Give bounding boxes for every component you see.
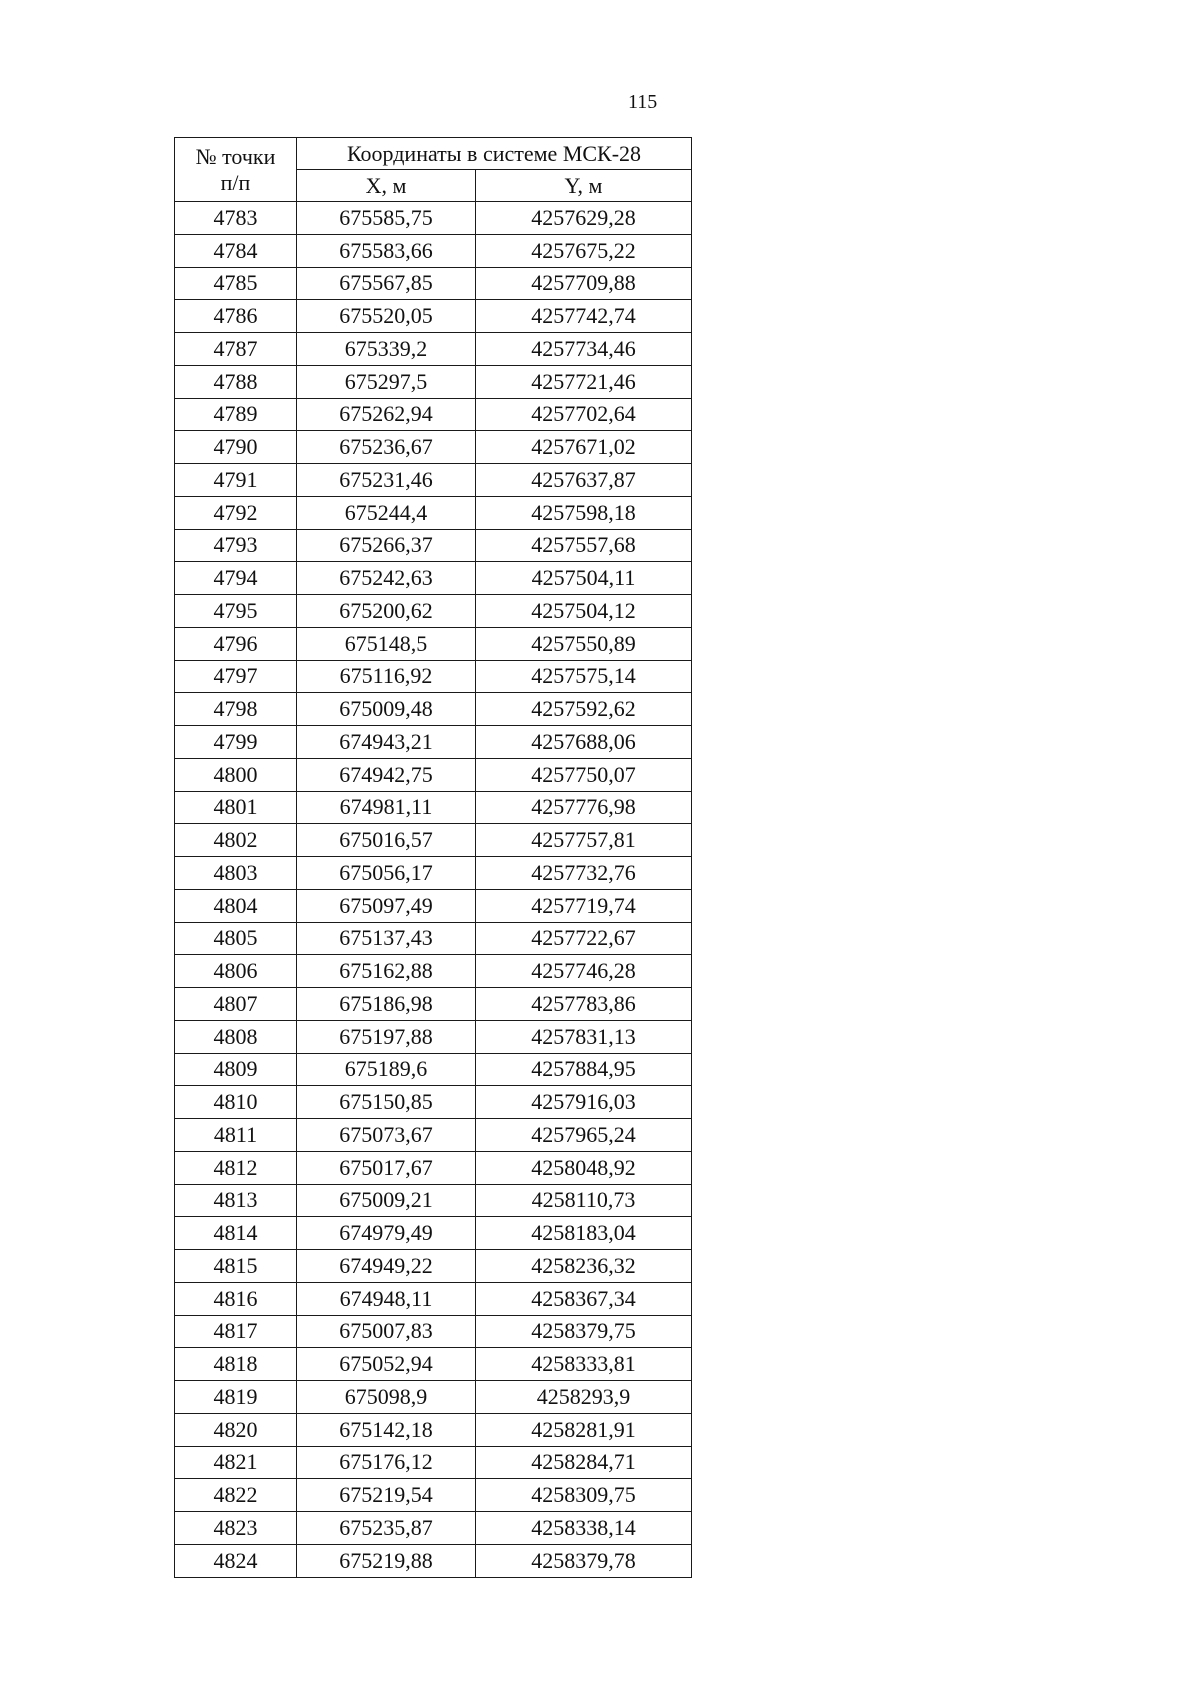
x-coordinate-cell: 675150,85 bbox=[297, 1086, 476, 1119]
point-number-cell: 4785 bbox=[175, 267, 297, 300]
x-coordinate-cell: 675297,5 bbox=[297, 365, 476, 398]
x-coordinate-cell: 675007,83 bbox=[297, 1315, 476, 1348]
table-row bbox=[175, 1217, 692, 1250]
x-coordinate-cell: 674981,11 bbox=[297, 791, 476, 824]
point-number-cell: 4820 bbox=[175, 1413, 297, 1446]
y-coordinate-cell: 4258367,34 bbox=[476, 1282, 692, 1315]
table-header bbox=[175, 138, 692, 202]
table-row bbox=[175, 660, 692, 693]
y-coordinate-cell: 4257598,18 bbox=[476, 496, 692, 529]
table-row bbox=[175, 922, 692, 955]
point-number-cell: 4796 bbox=[175, 627, 297, 660]
x-coordinate-cell: 675052,94 bbox=[297, 1348, 476, 1381]
point-number-header bbox=[175, 138, 297, 202]
table-row bbox=[175, 202, 692, 235]
x-coordinate-cell: 675116,92 bbox=[297, 660, 476, 693]
x-coordinate-cell: 675017,67 bbox=[297, 1151, 476, 1184]
point-number-cell: 4817 bbox=[175, 1315, 297, 1348]
y-coordinate-cell: 4257550,89 bbox=[476, 627, 692, 660]
table-row bbox=[175, 693, 692, 726]
x-coordinate-cell: 675520,05 bbox=[297, 300, 476, 333]
y-coordinate-cell: 4258236,32 bbox=[476, 1250, 692, 1283]
y-coordinate-cell: 4257750,07 bbox=[476, 758, 692, 791]
point-number-cell: 4802 bbox=[175, 824, 297, 857]
y-coordinate-cell: 4257965,24 bbox=[476, 1119, 692, 1152]
x-coordinate-cell: 675142,18 bbox=[297, 1413, 476, 1446]
y-coordinate-cell: 4257757,81 bbox=[476, 824, 692, 857]
point-number-cell: 4815 bbox=[175, 1250, 297, 1283]
point-number-cell: 4823 bbox=[175, 1512, 297, 1545]
table-row bbox=[175, 1348, 692, 1381]
table-row bbox=[175, 1512, 692, 1545]
table-row bbox=[175, 267, 692, 300]
y-coordinate-cell: 4257504,12 bbox=[476, 595, 692, 628]
y-coordinate-cell: 4257709,88 bbox=[476, 267, 692, 300]
x-coordinate-cell: 675148,5 bbox=[297, 627, 476, 660]
x-coordinate-cell: 675097,49 bbox=[297, 889, 476, 922]
x-coordinate-cell: 674948,11 bbox=[297, 1282, 476, 1315]
point-number-cell: 4788 bbox=[175, 365, 297, 398]
y-coordinate-cell: 4257629,28 bbox=[476, 202, 692, 235]
point-number-cell: 4804 bbox=[175, 889, 297, 922]
x-coordinate-cell: 675585,75 bbox=[297, 202, 476, 235]
point-number-cell: 4792 bbox=[175, 496, 297, 529]
x-coordinate-cell: 675176,12 bbox=[297, 1446, 476, 1479]
table-row bbox=[175, 889, 692, 922]
y-coordinate-cell: 4257722,67 bbox=[476, 922, 692, 955]
y-coordinate-cell: 4257831,13 bbox=[476, 1020, 692, 1053]
y-coordinate-cell: 4257675,22 bbox=[476, 234, 692, 267]
point-number-cell: 4821 bbox=[175, 1446, 297, 1479]
x-coordinate-cell: 675189,6 bbox=[297, 1053, 476, 1086]
table-row bbox=[175, 1119, 692, 1152]
point-number-cell: 4790 bbox=[175, 431, 297, 464]
table-row bbox=[175, 1184, 692, 1217]
y-coordinate-cell: 4257746,28 bbox=[476, 955, 692, 988]
x-coordinate-cell: 675197,88 bbox=[297, 1020, 476, 1053]
table-row bbox=[175, 1250, 692, 1283]
point-number-cell: 4811 bbox=[175, 1119, 297, 1152]
y-coordinate-cell: 4258293,9 bbox=[476, 1381, 692, 1414]
x-coordinate-cell: 675236,67 bbox=[297, 431, 476, 464]
table-row bbox=[175, 1544, 692, 1577]
point-number-cell: 4784 bbox=[175, 234, 297, 267]
table-row bbox=[175, 1413, 692, 1446]
table-row bbox=[175, 1446, 692, 1479]
table-row bbox=[175, 1151, 692, 1184]
table-row bbox=[175, 365, 692, 398]
point-number-cell: 4801 bbox=[175, 791, 297, 824]
y-coordinate-cell: 4257688,06 bbox=[476, 726, 692, 759]
y-coordinate-cell: 4257557,68 bbox=[476, 529, 692, 562]
table-row bbox=[175, 464, 692, 497]
y-coordinate-cell: 4258048,92 bbox=[476, 1151, 692, 1184]
y-coordinate-cell: 4258281,91 bbox=[476, 1413, 692, 1446]
point-number-cell: 4786 bbox=[175, 300, 297, 333]
table-row bbox=[175, 595, 692, 628]
point-number-cell: 4814 bbox=[175, 1217, 297, 1250]
point-number-sublabel: п/п bbox=[220, 169, 251, 195]
x-coordinate-cell: 675009,48 bbox=[297, 693, 476, 726]
x-coordinate-cell: 675137,43 bbox=[297, 922, 476, 955]
table-row bbox=[175, 1053, 692, 1086]
table-row bbox=[175, 1282, 692, 1315]
x-coordinate-cell: 675162,88 bbox=[297, 955, 476, 988]
point-number-cell: 4807 bbox=[175, 988, 297, 1021]
x-coordinate-cell: 675231,46 bbox=[297, 464, 476, 497]
x-coordinate-cell: 675056,17 bbox=[297, 857, 476, 890]
point-number-cell: 4793 bbox=[175, 529, 297, 562]
y-coordinate-cell: 4257504,11 bbox=[476, 562, 692, 595]
x-coordinate-cell: 675073,67 bbox=[297, 1119, 476, 1152]
table-row bbox=[175, 529, 692, 562]
point-number-cell: 4812 bbox=[175, 1151, 297, 1184]
point-number-cell: 4810 bbox=[175, 1086, 297, 1119]
x-column-header: X, м bbox=[297, 170, 476, 202]
y-coordinate-cell: 4257742,74 bbox=[476, 300, 692, 333]
x-coordinate-cell: 674943,21 bbox=[297, 726, 476, 759]
point-number-cell: 4805 bbox=[175, 922, 297, 955]
x-coordinate-cell: 674979,49 bbox=[297, 1217, 476, 1250]
table-row bbox=[175, 627, 692, 660]
page-number: 115 bbox=[628, 91, 658, 113]
y-coordinate-cell: 4257734,46 bbox=[476, 333, 692, 366]
point-number-cell: 4824 bbox=[175, 1544, 297, 1577]
table-row bbox=[175, 1381, 692, 1414]
y-coordinate-cell: 4257916,03 bbox=[476, 1086, 692, 1119]
table-row bbox=[175, 726, 692, 759]
point-number-cell: 4813 bbox=[175, 1184, 297, 1217]
y-coordinate-cell: 4258379,78 bbox=[476, 1544, 692, 1577]
coordinate-system-header: Координаты в системе МСК-28 bbox=[297, 138, 692, 170]
x-coordinate-cell: 675339,2 bbox=[297, 333, 476, 366]
x-coordinate-cell: 675009,21 bbox=[297, 1184, 476, 1217]
table-row bbox=[175, 791, 692, 824]
point-number-cell: 4806 bbox=[175, 955, 297, 988]
point-number-cell: 4799 bbox=[175, 726, 297, 759]
point-number-cell: 4819 bbox=[175, 1381, 297, 1414]
table-row bbox=[175, 824, 692, 857]
y-coordinate-cell: 4257671,02 bbox=[476, 431, 692, 464]
x-coordinate-cell: 675266,37 bbox=[297, 529, 476, 562]
point-number-cell: 4809 bbox=[175, 1053, 297, 1086]
point-number-cell: 4798 bbox=[175, 693, 297, 726]
point-number-cell: 4797 bbox=[175, 660, 297, 693]
table-row bbox=[175, 1479, 692, 1512]
point-number-cell: 4783 bbox=[175, 202, 297, 235]
table-row bbox=[175, 955, 692, 988]
x-coordinate-cell: 675098,9 bbox=[297, 1381, 476, 1414]
table-row bbox=[175, 333, 692, 366]
table-row bbox=[175, 1315, 692, 1348]
point-number-cell: 4822 bbox=[175, 1479, 297, 1512]
point-number-cell: 4789 bbox=[175, 398, 297, 431]
x-coordinate-cell: 675242,63 bbox=[297, 562, 476, 595]
table-row bbox=[175, 496, 692, 529]
x-coordinate-cell: 675200,62 bbox=[297, 595, 476, 628]
y-coordinate-cell: 4257575,14 bbox=[476, 660, 692, 693]
y-coordinate-cell: 4257592,62 bbox=[476, 693, 692, 726]
x-coordinate-cell: 675016,57 bbox=[297, 824, 476, 857]
x-coordinate-cell: 674949,22 bbox=[297, 1250, 476, 1283]
y-coordinate-cell: 4257732,76 bbox=[476, 857, 692, 890]
y-coordinate-cell: 4257721,46 bbox=[476, 365, 692, 398]
y-coordinate-cell: 4258284,71 bbox=[476, 1446, 692, 1479]
table-body bbox=[175, 202, 692, 1578]
point-number-cell: 4787 bbox=[175, 333, 297, 366]
table-row bbox=[175, 988, 692, 1021]
y-coordinate-cell: 4257637,87 bbox=[476, 464, 692, 497]
y-coordinate-cell: 4257884,95 bbox=[476, 1053, 692, 1086]
point-number-cell: 4818 bbox=[175, 1348, 297, 1381]
y-column-header: Y, м bbox=[476, 170, 692, 202]
y-coordinate-cell: 4258110,73 bbox=[476, 1184, 692, 1217]
x-coordinate-cell: 675244,4 bbox=[297, 496, 476, 529]
y-coordinate-cell: 4258333,81 bbox=[476, 1348, 692, 1381]
table-row bbox=[175, 300, 692, 333]
x-coordinate-cell: 674942,75 bbox=[297, 758, 476, 791]
point-number-cell: 4794 bbox=[175, 562, 297, 595]
y-coordinate-cell: 4257783,86 bbox=[476, 988, 692, 1021]
y-coordinate-cell: 4257702,64 bbox=[476, 398, 692, 431]
y-coordinate-cell: 4257776,98 bbox=[476, 791, 692, 824]
x-coordinate-cell: 675219,54 bbox=[297, 1479, 476, 1512]
point-number-cell: 4791 bbox=[175, 464, 297, 497]
y-coordinate-cell: 4258338,14 bbox=[476, 1512, 692, 1545]
point-number-cell: 4808 bbox=[175, 1020, 297, 1053]
table-row bbox=[175, 1086, 692, 1119]
table-row bbox=[175, 758, 692, 791]
x-coordinate-cell: 675262,94 bbox=[297, 398, 476, 431]
x-coordinate-cell: 675583,66 bbox=[297, 234, 476, 267]
x-coordinate-cell: 675219,88 bbox=[297, 1544, 476, 1577]
table-row bbox=[175, 562, 692, 595]
x-coordinate-cell: 675186,98 bbox=[297, 988, 476, 1021]
point-number-cell: 4816 bbox=[175, 1282, 297, 1315]
point-number-cell: 4803 bbox=[175, 857, 297, 890]
y-coordinate-cell: 4257719,74 bbox=[476, 889, 692, 922]
table-row bbox=[175, 1020, 692, 1053]
point-number-cell: 4800 bbox=[175, 758, 297, 791]
y-coordinate-cell: 4258183,04 bbox=[476, 1217, 692, 1250]
x-coordinate-cell: 675567,85 bbox=[297, 267, 476, 300]
coordinates-table bbox=[174, 137, 692, 1578]
table-row bbox=[175, 857, 692, 890]
y-coordinate-cell: 4258309,75 bbox=[476, 1479, 692, 1512]
table-row bbox=[175, 398, 692, 431]
point-number-label: № точки bbox=[195, 143, 276, 169]
y-coordinate-cell: 4258379,75 bbox=[476, 1315, 692, 1348]
table-row bbox=[175, 234, 692, 267]
point-number-cell: 4795 bbox=[175, 595, 297, 628]
x-coordinate-cell: 675235,87 bbox=[297, 1512, 476, 1545]
table-row bbox=[175, 431, 692, 464]
